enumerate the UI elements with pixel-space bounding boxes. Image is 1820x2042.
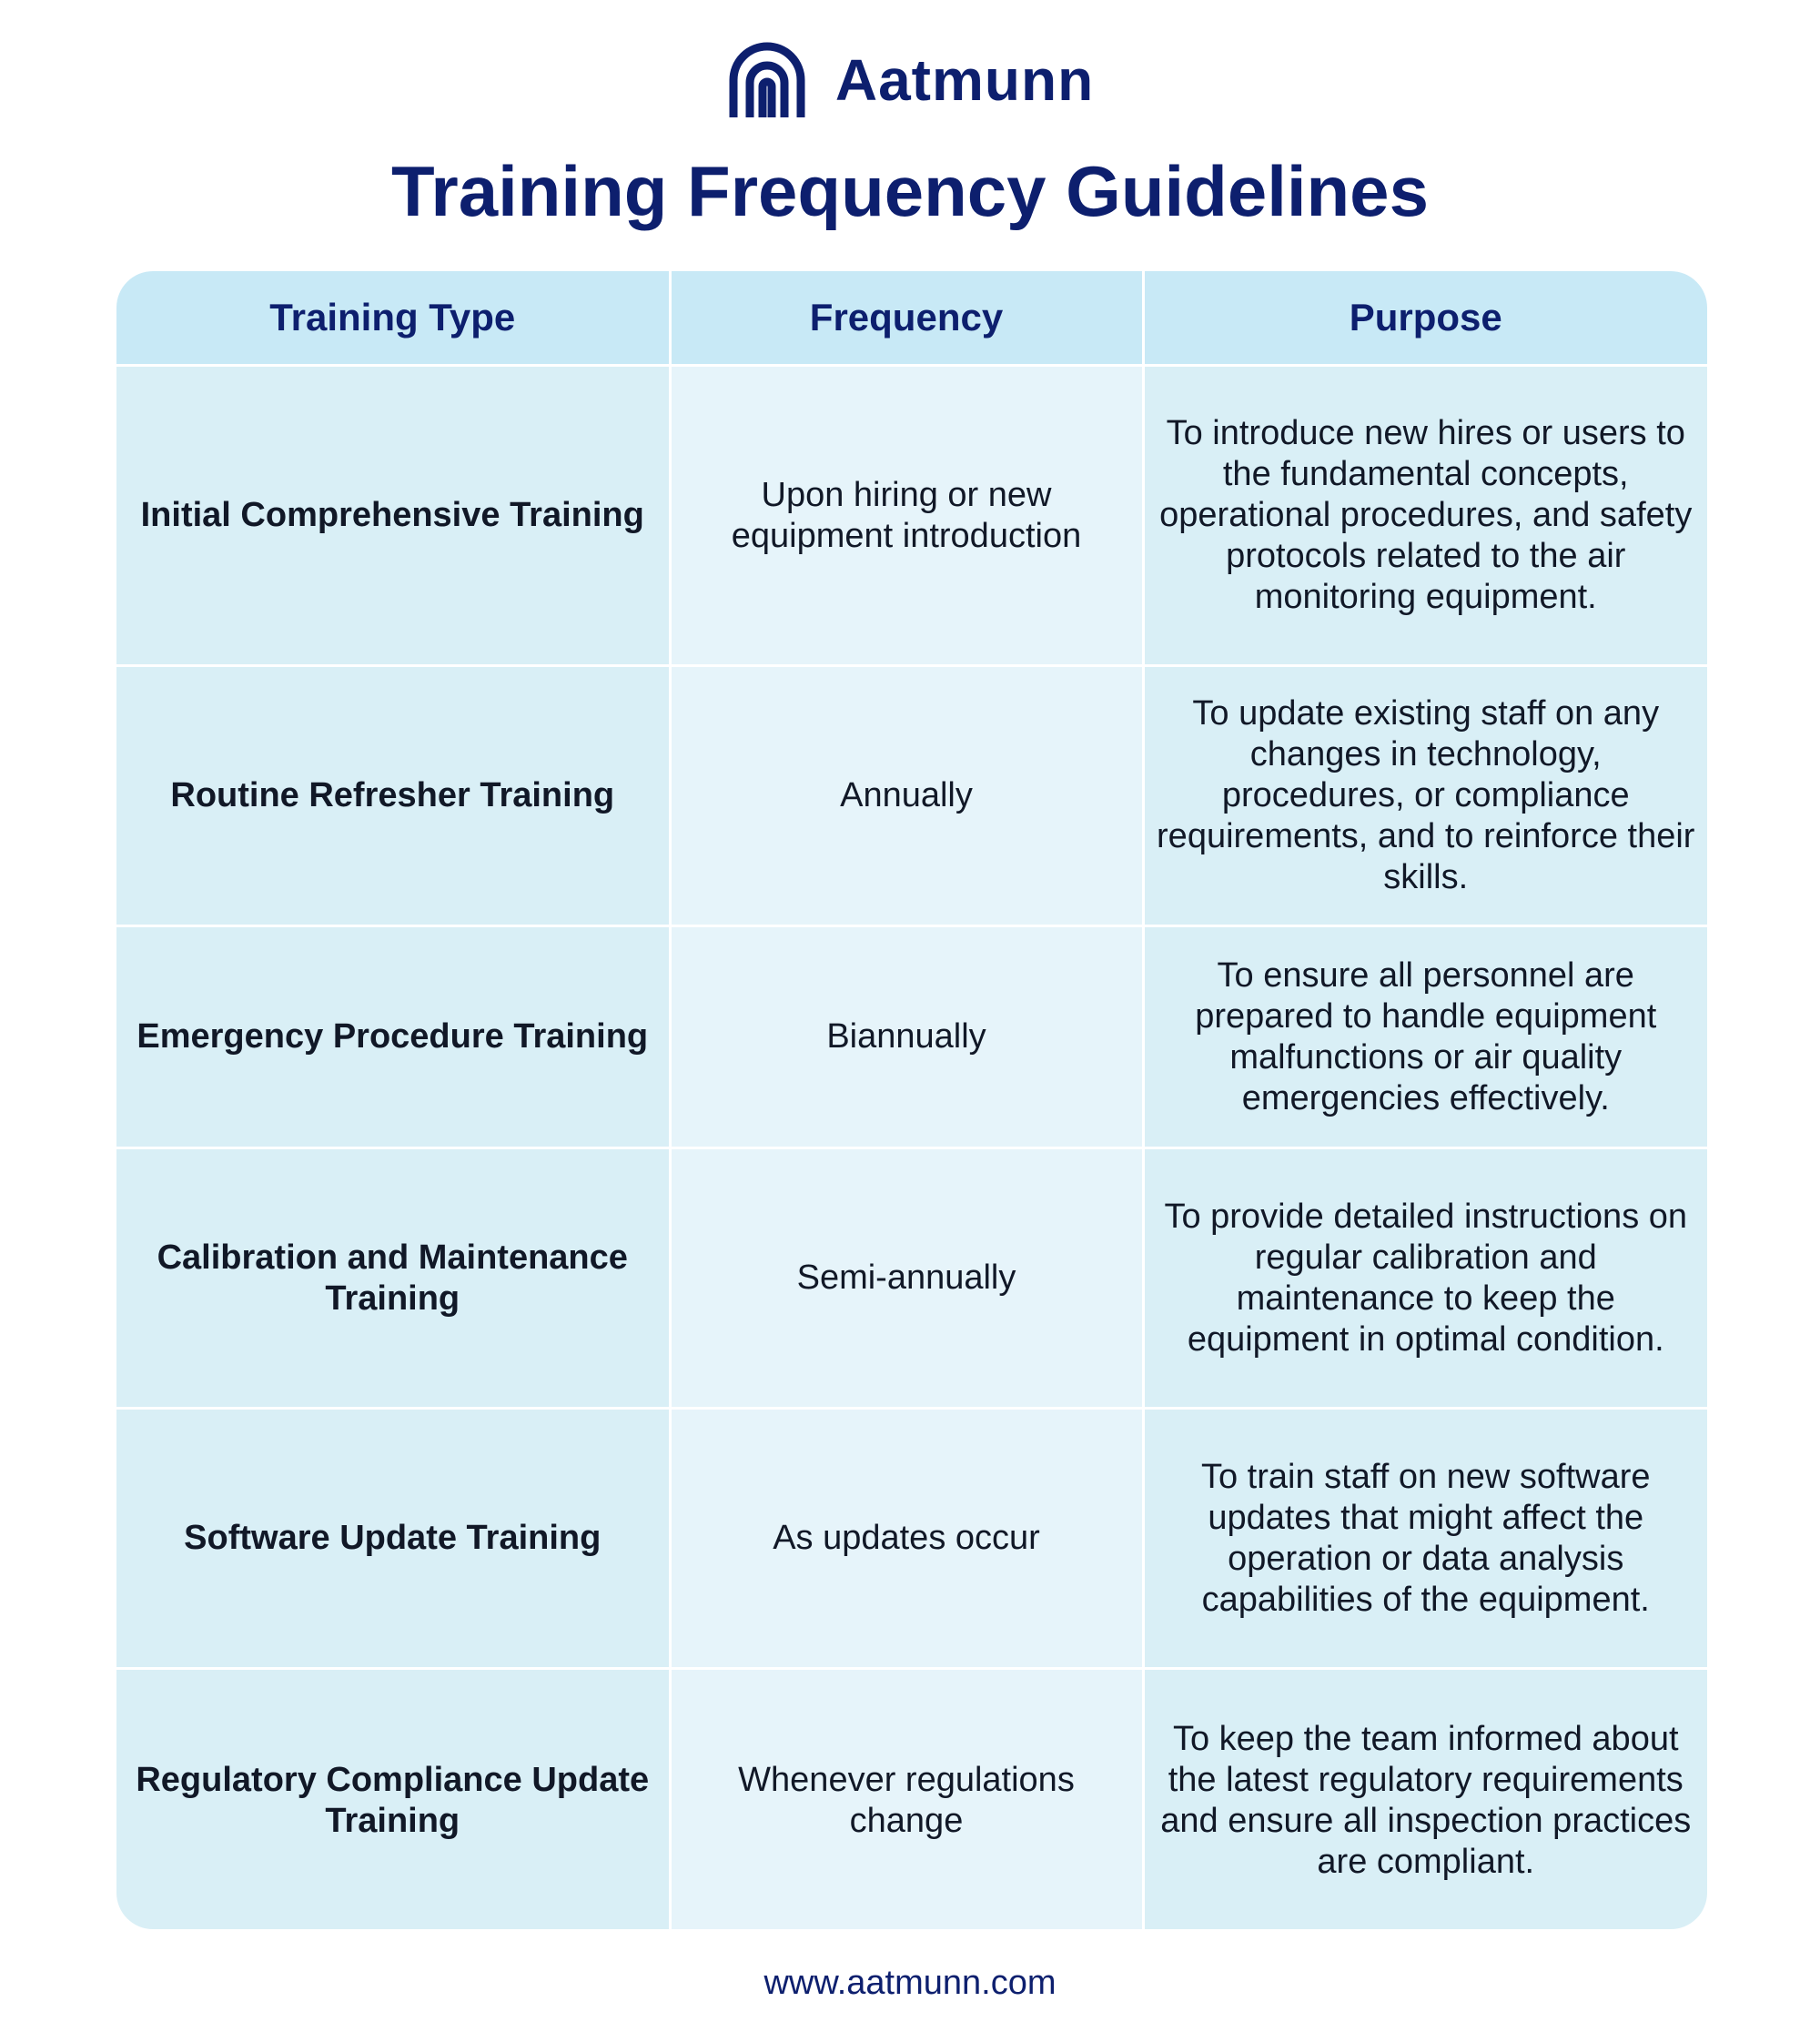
training-type-cell: Initial Comprehensive Training [116, 366, 670, 666]
footer-website-link[interactable]: www.aatmunn.com [763, 1964, 1057, 2002]
purpose-cell: To introduce new hires or users to the fundamental concepts, operational procedures, and safety protocols related to the air monitoring equipment. [1143, 366, 1707, 666]
page-title: Training Frequency Guidelines [391, 151, 1429, 231]
table-row [116, 1669, 1707, 1930]
table-row [116, 926, 1707, 1148]
purpose-cell: To keep the team informed about the latest regulatory requirements and ensure all inspection practices are compliant. [1143, 1669, 1707, 1930]
training-type-cell: Routine Refresher Training [116, 666, 670, 926]
training-type-cell: Calibration and Maintenance Training [116, 1148, 670, 1409]
table-row [116, 666, 1707, 926]
frequency-cell: Upon hiring or new equipment introduction [670, 366, 1143, 666]
header-training-type: Training Type [116, 271, 670, 366]
table-row [116, 1148, 1707, 1409]
table-row [116, 366, 1707, 666]
training-type-cell: Software Update Training [116, 1409, 670, 1669]
frequency-cell: Semi-annually [670, 1148, 1143, 1409]
training-frequency-table [116, 271, 1707, 1929]
purpose-cell: To provide detailed instructions on regular calibration and maintenance to keep the equipment in optimal condition. [1143, 1148, 1707, 1409]
purpose-cell: To update existing staff on any changes in technology, procedures, or compliance requirements, and to reinforce their skills. [1143, 666, 1707, 926]
frequency-cell: Whenever regulations change [670, 1669, 1143, 1930]
arch-logo-icon [726, 39, 808, 121]
frequency-cell: Annually [670, 666, 1143, 926]
purpose-cell: To train staff on new software updates that might affect the operation or data analysis capabilities of the equipment. [1143, 1409, 1707, 1669]
training-type-cell: Regulatory Compliance Update Training [116, 1669, 670, 1930]
training-table-container [116, 271, 1707, 1929]
brand-logo [0, 35, 1820, 126]
header-frequency: Frequency [670, 271, 1143, 366]
table-header-row [116, 271, 1707, 366]
frequency-cell: As updates occur [670, 1409, 1143, 1669]
table-row [116, 1409, 1707, 1669]
frequency-cell: Biannually [670, 926, 1143, 1148]
purpose-cell: To ensure all personnel are prepared to handle equipment malfunctions or air quality emergencies effectively. [1143, 926, 1707, 1148]
brand-name: Aatmunn [834, 47, 1095, 113]
training-type-cell: Emergency Procedure Training [116, 926, 670, 1148]
header-purpose: Purpose [1143, 271, 1707, 366]
